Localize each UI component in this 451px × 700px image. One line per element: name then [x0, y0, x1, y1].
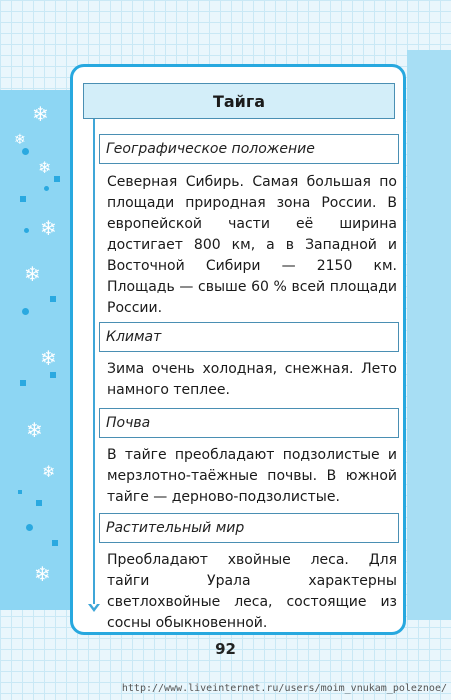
dot-decoration [22, 308, 29, 315]
snowflake-icon: ❄ [40, 216, 57, 240]
section-heading-vegetation: Растительный мир [99, 513, 399, 543]
arrow-down-icon-inner [91, 604, 97, 608]
square-decoration [18, 490, 22, 494]
section-text-soil: В тайге преобладают подзолистые и мерзлотно-таёжные почвы. В южной тайге — дерново-подзолистые. [107, 447, 397, 505]
dot-decoration [26, 524, 33, 531]
square-decoration [36, 500, 42, 506]
snowflake-icon: ❄ [38, 158, 52, 177]
snowflake-icon: ❄ [40, 346, 57, 370]
dot-decoration [22, 148, 29, 155]
square-decoration [20, 380, 26, 386]
section-heading-geography: Географическое положение [99, 134, 399, 164]
section-heading-climate: Климат [99, 322, 399, 352]
snowflake-icon: ❄ [24, 262, 41, 286]
snowflake-icon: ❄ [42, 462, 56, 481]
section-text-vegetation: Преобладают хвойные леса. Для тайги Урала характерны светлохвойные леса, состоящие из сосны обыкновенной. [107, 552, 397, 631]
timeline-line [93, 119, 95, 605]
snowflake-icon: ❄ [14, 132, 26, 148]
snowflake-icon: ❄ [32, 102, 49, 126]
section-text-geography: Северная Сибирь. Самая большая по площади природная зона России. В европейской части её ширина достигает 800 км, а в Западной и Восточной Сибири — 2150 км. Площадь — свыше 60 % всей площади России. [107, 174, 397, 316]
dot-decoration [44, 186, 49, 191]
square-decoration [20, 196, 26, 202]
dot-decoration [24, 228, 29, 233]
left-decorative-strip [0, 90, 70, 610]
square-decoration [50, 372, 56, 378]
square-decoration [52, 540, 58, 546]
info-card [70, 64, 406, 635]
card-title: Тайга [83, 83, 395, 119]
right-decorative-strip [407, 50, 451, 620]
watermark-url: http://www.liveinternet.ru/users/moim_vnukam_poleznoe/ [121, 683, 447, 694]
snowflake-icon: ❄ [26, 418, 43, 442]
square-decoration [54, 176, 60, 182]
snowflake-icon: ❄ [34, 562, 51, 586]
section-text-climate: Зима очень холодная, снежная. Лето намного теплее. [107, 361, 397, 398]
page-number: 92 [215, 640, 236, 658]
section-heading-soil: Почва [99, 408, 399, 438]
square-decoration [50, 296, 56, 302]
